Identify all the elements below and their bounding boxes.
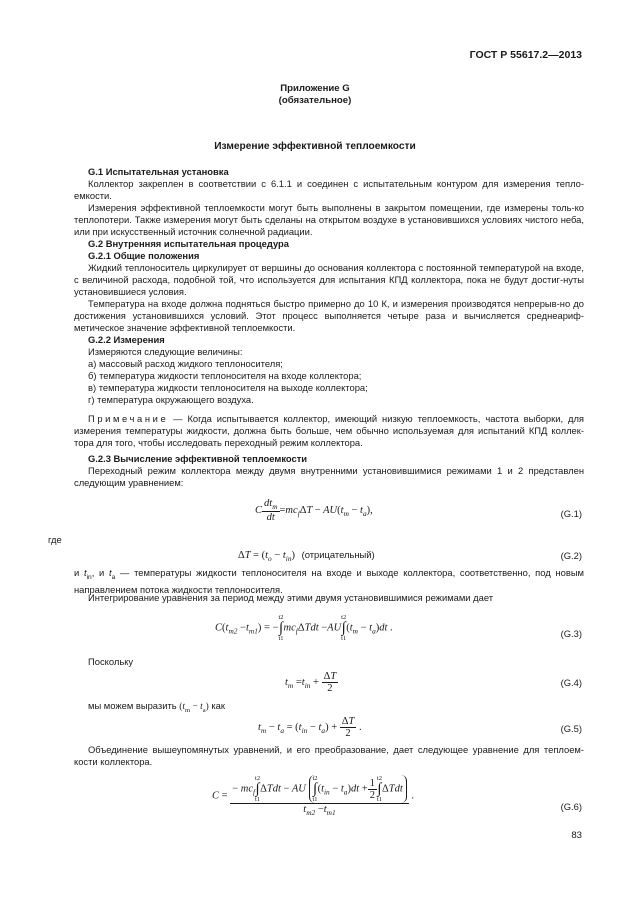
equation-g1: C $\frac{dt_m}{dt}$ $=mc_f\Delta T - AU(t_m - t_a)$, <box>255 498 373 524</box>
equation-g5-number: (G.5) <box>560 723 582 734</box>
combine-paragraph: Объединение вышеупомянутых уравнений, и его преобразование, дает следующее уравнение для теплоем-кости коллектора. <box>74 744 584 767</box>
integration-paragraph: Интегрирование уравнения за период между этими двумя установившимися режимами дает <box>88 592 494 603</box>
g22-item-d: г) температура окружающего воздуха. <box>88 394 254 405</box>
where-label: где <box>48 534 62 545</box>
equation-g1-number: (G.1) <box>560 508 582 519</box>
express-paragraph <box>88 700 225 714</box>
g1-paragraph-1: Коллектор закреплен в соответствии с 6.1.1 и соединен с испытательным контуром для измерения тепло-емкости. <box>74 178 584 201</box>
g21-heading: G.2.1 Общие положения <box>88 250 200 261</box>
g21-paragraph-2: Температура на входе должна подняться быстро примерно до 10 К, и измерения производятся непрерыв-но до достижения установившихся условий. Этот процесс выполняется четыре раза и вычисляется среднеариф-метическое значение эффективной теплоемкости. <box>74 298 584 333</box>
equation-g5: $t_m - t_a = (t_{in} - t_a)$ + $\frac{\Delta T}{2}$ . <box>258 716 362 739</box>
header-doc-code: ГОСТ Р 55617.2—2013 <box>469 49 582 61</box>
equation-g4-number: (G.4) <box>560 677 582 688</box>
g23-heading: G.2.3 Вычисление эффективной теплоемкости <box>88 453 308 464</box>
note-text: — Когда испытывается коллектор, имеющий низкую теплоемкость, частота выборки, для измерения температуры жидкости, должна быть больше, чем обычно используемая для испытаний КПД коллек-тора для того, чтобы исследовать переходный режим коллектора. <box>74 413 584 448</box>
variables-tin-to: и $t_{in}$, и $t_a$ <box>74 567 116 581</box>
appendix-title: Приложение G <box>280 83 350 94</box>
express-variable: $(t_m - t_a)$ <box>179 702 209 714</box>
since-label: Поскольку <box>88 656 134 667</box>
equation-g2-number: (G.2) <box>560 550 582 561</box>
g22-item-a: а) массовый расход жидкого теплоносителя; <box>88 358 283 369</box>
equation-g3: $C(t_{m2} -t_{m1})$ = − t2 ∫ t1 $mc_f\Delta Tdt -AU$ t2 ∫ t1 $(t_m - t_a)dt$ . <box>215 614 393 642</box>
g21-paragraph-1: Жидкий теплоноситель циркулирует от вершины до основания коллектора с постоянной температурой на входе, с величиной расхода, подобной той, что используется для испытания КПД коллектора, пока не будут достиг-нуты установившиеся условия. <box>74 262 584 297</box>
equation-g3-number: (G.3) <box>560 628 582 639</box>
equation-g6-number: (G.6) <box>560 801 582 812</box>
appendix-status: (обязательное) <box>278 95 352 106</box>
main-title: Измерение эффективной теплоемкости <box>214 141 416 152</box>
g23-paragraph-1: Переходный режим коллектора между двумя внутренними установившимися режимами 1 и 2 представлен следующим уравнением: <box>74 465 584 488</box>
g22-intro: Измеряются следующие величины: <box>88 346 243 357</box>
g1-heading: G.1 Испытательная установка <box>88 166 229 177</box>
g22-heading: G.2.2 Измерения <box>88 334 165 345</box>
g2-heading: G.2 Внутренняя испытательная процедура <box>88 238 289 249</box>
equation-g6: C = − $mc_f$ t2 ∫ t1 ΔTdt − AU t2 ∫ t1 $(t_{in} - t_a)dt$ + $\frac{1}{2}$ t2 ∫ t1 ΔTdt $t_{m2} -t_{m1}$ . <box>212 775 415 818</box>
after-g2-text: — температуры жидкости теплоносителя на входе и выходе коллектора, соответственно, под новым направлением потока жидкости теплоносителя. <box>74 567 585 595</box>
g1-paragraph-2: Измерения эффективной теплоемкости могут быть выполнены в закрытом помещении, где измерены толь-ко теплопотери. Также измерения могут быть сделаны на открытом воздухе в установившихся условиях чистого неба, или при искусственный источник солнечной радиации. <box>74 202 584 237</box>
equation-g4: $t_m =t_{in}$ + $\frac{\Delta T}{2}$ <box>285 671 337 694</box>
g22-item-b: б) температура жидкости теплоносителя на входе коллектора; <box>88 370 362 381</box>
express-as: как <box>211 700 225 711</box>
note-label: Примечание <box>88 413 169 424</box>
express-text: мы можем выразить <box>88 700 177 711</box>
equation-g2-note: (отрицательный) <box>301 549 375 560</box>
equation-g2: $\Delta T = (t_o - t_{in})$ (отрицательный) <box>238 549 375 564</box>
g22-item-c: в) температура жидкости теплоносителя на выходе коллектора; <box>88 382 368 393</box>
note-paragraph <box>74 413 584 449</box>
page-number: 83 <box>571 830 582 841</box>
